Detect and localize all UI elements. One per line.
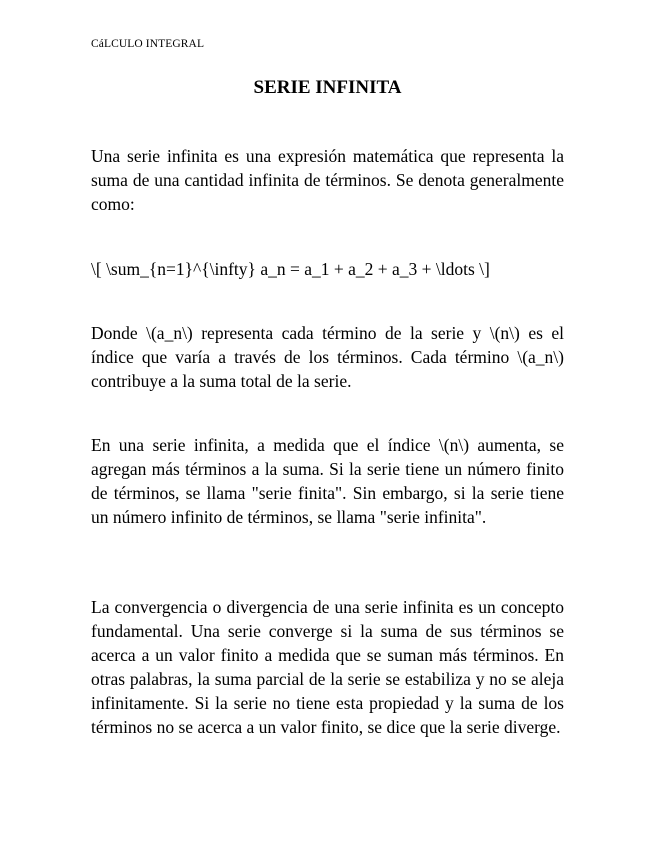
paragraph-finite-infinite: En una serie infinita, a medida que el índice \(n\) aumenta, se agregan más términos a la suma. Si la serie tiene un número finito de términos, se llama "serie finita". Sin embargo, si la serie tiene un número infinito de términos, se llama "serie infinita". [91, 435, 564, 527]
running-header: CáLCULO INTEGRAL [91, 38, 205, 50]
paragraph-terms: Donde \(a_n\) representa cada término de la serie y \(n\) es el índice que varía a través de los términos. Cada término \(a_n\) contribuye a la suma total de la serie. [91, 323, 564, 391]
paragraph-intro: Una serie infinita es una expresión matemática que representa la suma de una cantidad infinita de términos. Se denota generalmente como: [91, 146, 564, 214]
page-title: SERIE INFINITA [253, 77, 402, 98]
paragraph-convergence: La convergencia o divergencia de una serie infinita es un concepto fundamental. Una serie converge si la suma de sus términos se acerca a un valor finito a medida que se suman más términos. En otras palabras, la suma parcial de la serie se estabiliza y no se aleja infinitamente. Si la serie no tiene esta propiedad y la suma de los términos no se acerca a un valor finito, se dice que la serie diverge. [91, 597, 564, 737]
formula-latex: \[ \sum_{n=1}^{\infty} a_n = a_1 + a_2 + a_3 + \ldots \] [91, 259, 490, 279]
